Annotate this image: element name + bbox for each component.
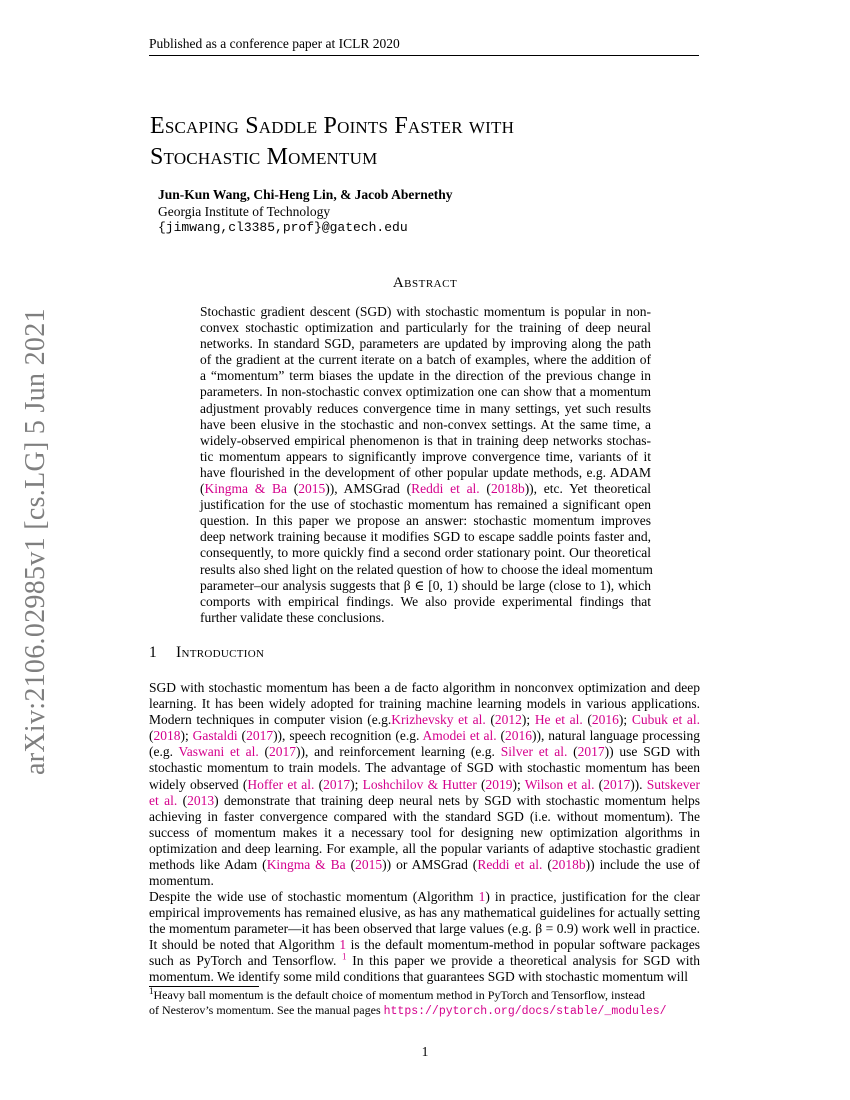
text-line: It should be noted that Algorithm 1 is the default momentum-method in popular software packages xyxy=(149,937,701,953)
text-line: comports with empirical findings. We also provide experimental findings that xyxy=(200,593,651,609)
text-line: (2018); Gastaldi (2017)), speech recognition (e.g. Amodei et al. (2016)), natural language processing xyxy=(149,728,701,744)
footnote-rule xyxy=(149,986,259,987)
footnote-line: of Nesterov’s momentum. See the manual pages https://pytorch.org/docs/stable/_modules/ xyxy=(149,1002,667,1018)
footnote xyxy=(149,988,700,1019)
footnote-line: $^1$Heavy ball momentum is the default choice of momentum method in PyTorch and Tensorflow, instead xyxy=(149,986,646,1002)
text-line: have been elusive in the stochastic and non-convex settings. At the same time, a xyxy=(200,416,651,432)
text-line: Modern techniques in computer vision (e.g.Krizhevsky et al. (2012); He et al. (2016); Cubuk et al. xyxy=(149,712,701,728)
title-line: Escaping Saddle Points Faster with xyxy=(150,113,515,139)
text-line: success of momentum makes it a necessary tool for designing new optimization algorithms in xyxy=(149,824,700,840)
running-header: Published as a conference paper at ICLR 2020 xyxy=(149,36,400,51)
text-line: (Kingma & Ba (2015)), AMSGrad (Reddi et al. (2018b)), etc. Yet theoretical xyxy=(200,481,651,497)
title-line: Stochastic Momentum xyxy=(150,144,378,170)
manual-link[interactable]: https://pytorch.org/docs/stable/_modules/ xyxy=(383,1004,667,1018)
section-title: Introduction xyxy=(176,644,265,661)
section-number: 1 xyxy=(149,644,157,661)
text-line: et al. (2013) demonstrate that training deep neural nets by SGD with stochastic momentum helps xyxy=(149,792,700,808)
intro-paragraph-2 xyxy=(149,889,700,986)
text-line: networks. In standard SGD, parameters are updated by improving along the path xyxy=(200,336,651,352)
text-line: widely observed (Hoffer et al. (2017); Loshchilov & Hutter (2019); Wilson et al. (2017)). Sutskever xyxy=(149,776,701,792)
header-rule xyxy=(149,55,699,56)
author-list: Jun-Kun Wang, Chi-Heng Lin, & Jacob Abernethy xyxy=(158,187,453,202)
text-line: (e.g. Vaswani et al. (2017)), and reinforcement learning (e.g. Silver et al. (2017)) use SGD with xyxy=(149,744,700,760)
text-line: consequently, to more quickly find a second order stationary point. Our theoretical xyxy=(200,545,651,561)
text-line: methods like Adam (Kingma & Ba (2015)) or AMSGrad (Reddi et al. (2018b)) include the use of xyxy=(149,857,701,873)
author-emails: {jimwang,cl3385,prof}@gatech.edu xyxy=(158,220,408,235)
page-number: 1 xyxy=(421,1044,429,1059)
text-line: justification for the use of stochastic momentum has remained a significant open xyxy=(200,497,651,513)
text-line: Stochastic gradient descent (SGD) with stochastic momentum is popular in non- xyxy=(200,304,651,319)
text-line: of the gradient at the current iterate on a batch of examples, where the addition of xyxy=(200,352,651,368)
text-line: learning. It has been widely adopted for training machine learning models in various applications. xyxy=(149,696,700,712)
text-line: convex stochastic optimization and particularly for the training of deep neural xyxy=(200,320,651,336)
text-line: achieving in faster convergence compared with the standard SGD (i.e. without momentum). The xyxy=(149,808,700,824)
text-line: SGD with stochastic momentum has been a de facto algorithm in nonconvex optimization and deep xyxy=(149,680,700,695)
text-line: a “momentum” term biases the update in the direction of the previous change in xyxy=(200,368,651,384)
text-line: further validate these conclusions. xyxy=(200,609,385,625)
section-heading xyxy=(149,644,264,662)
affiliation: Georgia Institute of Technology xyxy=(158,204,331,219)
abstract-body xyxy=(200,304,651,626)
text-line: parameter–our analysis suggests that β ∈ [0, 1) should be large (close to 1), which xyxy=(200,577,651,593)
text-line: deep network training because it modifies SGD to escape saddle points faster and, xyxy=(200,529,651,545)
text-line: parameters. In non-stochastic convex optimization one can show that a momentum xyxy=(200,384,651,400)
text-line: adjustment provably reduces convergence time in many settings, yet such results xyxy=(200,400,651,416)
text-line: empirical improvements has remained elusive, as has any mathematical guidelines for actually setting xyxy=(149,905,700,921)
text-line: momentum. We identify some mild conditions that guarantees SGD with stochastic momentum will xyxy=(149,969,688,985)
paper-title xyxy=(150,111,514,173)
text-line: widely-observed empirical phenomenon is that in training deep networks stochas- xyxy=(200,432,651,448)
text-line: Despite the wide use of stochastic momentum (Algorithm 1) in practice, justification for the clear xyxy=(149,889,700,904)
text-line: momentum. xyxy=(149,873,214,889)
intro-paragraph-1 xyxy=(149,680,700,889)
abstract-heading: Abstract xyxy=(392,275,458,291)
text-line: such as PyTorch and Tensorflow. $^1$ In this paper we provide a theoretical analysis for SGD with xyxy=(149,951,700,969)
text-line: optimization and deep learning. For example, all the popular variants of adaptive stochastic gradient xyxy=(149,840,700,856)
text-line: stochastic momentum to train models. The advantage of SGD with stochastic momentum has been xyxy=(149,760,700,776)
text-line: have flourished in the development of other popular update methods, e.g. ADAM xyxy=(200,464,651,480)
text-line: tic momentum appears to significantly improve convergence time, variants of it xyxy=(200,448,651,464)
text-line: results also shed light on the related question of how to choose the ideal momentum xyxy=(200,561,653,577)
text-line: the momentum parameter—it has been observed that large values (e.g. β = 0.9) work well in practice. xyxy=(149,921,700,937)
text-line: question. In this paper we propose an answer: stochastic momentum improves xyxy=(200,513,651,529)
